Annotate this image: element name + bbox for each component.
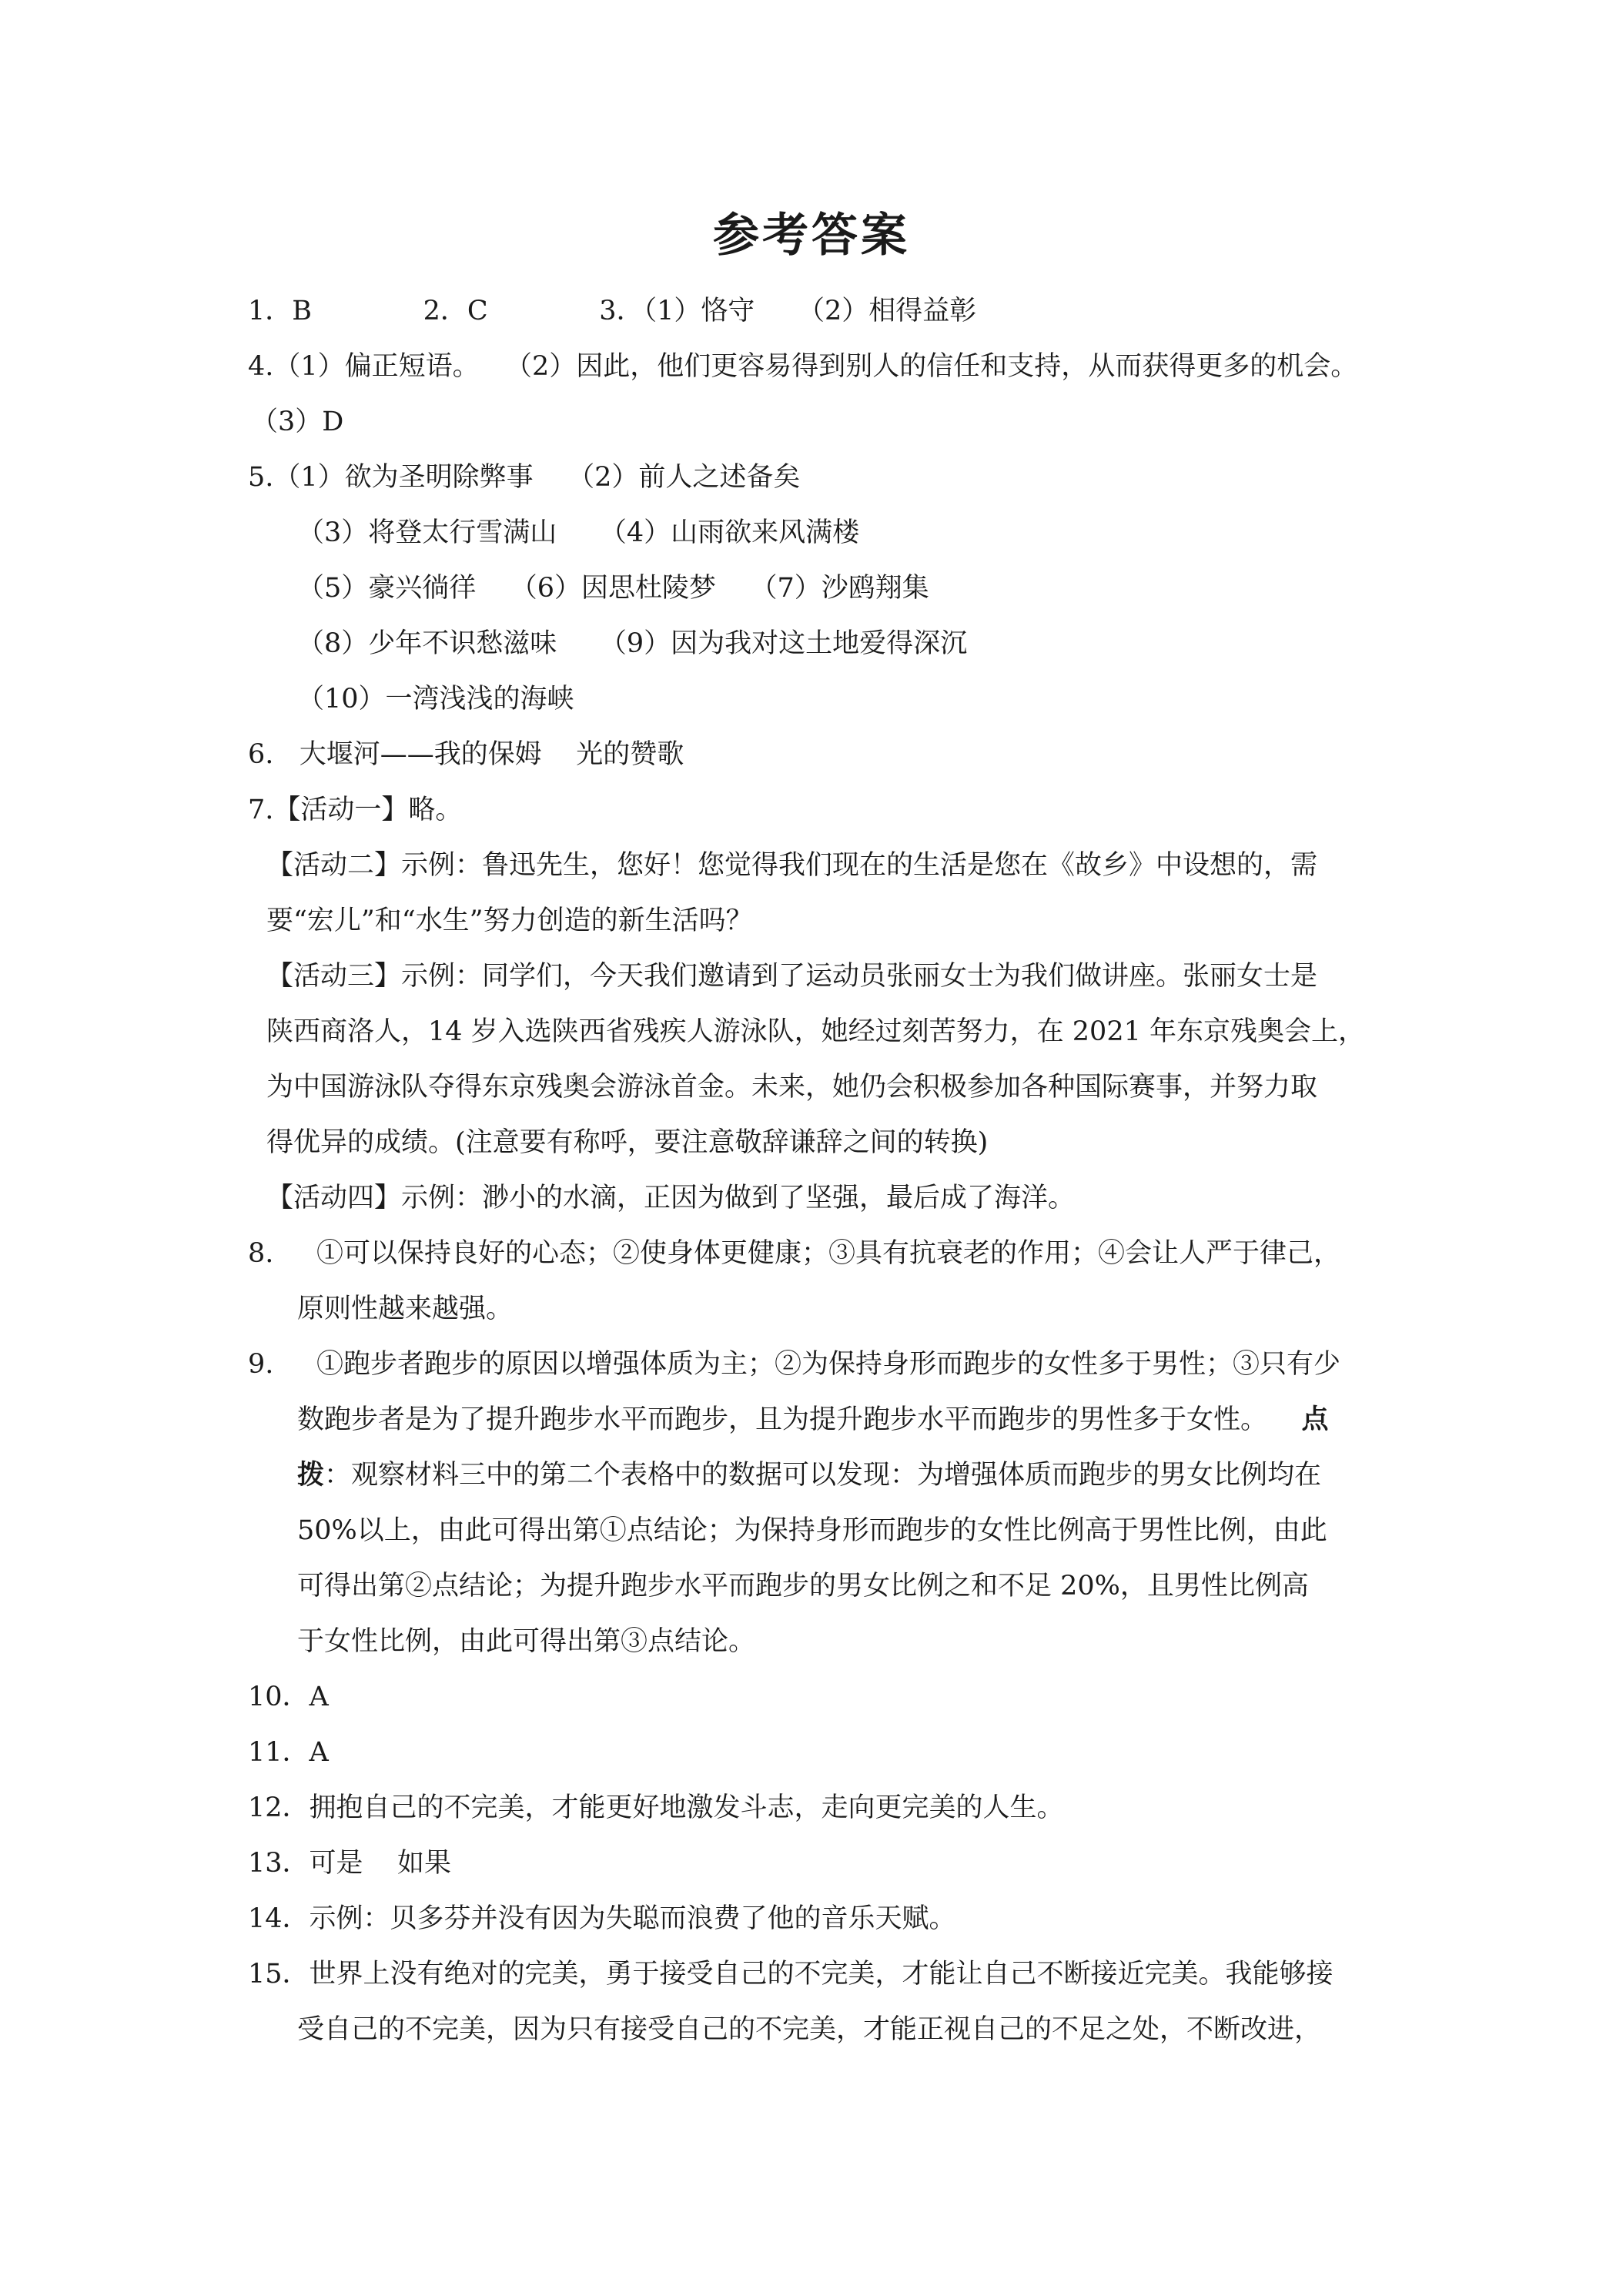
bold-text: 点 — [1301, 1404, 1329, 1435]
answer-line: 得优异的成绩。(注意要有称呼，要注意敬辞谦辞之间的转换) — [266, 1127, 989, 1158]
answer-line: 15．世界上没有绝对的完美，勇于接受自己的不完美，才能让自己不断接近完美。我能够接 — [248, 1959, 1334, 1990]
answer-line: （10）一湾浅浅的海峡 — [297, 684, 574, 715]
answer-text: ：观察材料三中的第二个表格中的数据可以发现：为增强体质而跑步的男女比例均在 — [324, 1460, 1322, 1491]
answer-line: 14．示例：贝多芬并没有因为失聪而浪费了他的音乐天赋。 — [248, 1903, 956, 1934]
answer-line: 陕西商洛人，14 岁入选陕西省残疾人游泳队，她经过刻苦努力，在 2021 年东京残奥会上， — [266, 1016, 1365, 1047]
answer-line: 【活动四】示例：渺小的水滴，正因为做到了坚强，最后成了海洋。 — [266, 1183, 1076, 1213]
answer-line: 为中国游泳队夺得东京残奥会游泳首金。未来，她仍会积极参加各种国际赛事，并努力取 — [266, 1072, 1318, 1103]
answer-line: 9. ①跑步者跑步的原因以增强体质为主；②为保持身形而跑步的女性多于男性；③只有少 — [248, 1349, 1341, 1380]
bold-text: 拨 — [297, 1459, 325, 1491]
answer-line: 要“宏儿”和“水生”努力创造的新生活吗？ — [266, 905, 753, 936]
answer-line: 7.【活动一】略。 — [248, 795, 463, 825]
answer-line: 【活动二】示例：鲁迅先生，您好！您觉得我们现在的生活是您在《故乡》中设想的，需 — [266, 850, 1318, 881]
answer-line: 受自己的不完美，因为只有接受自己的不完美，才能正视自己的不足之处，不断改进， — [297, 2014, 1322, 2045]
answer-line: （5）豪兴徜徉 （6）因思杜陵梦 （7）沙鸥翔集 — [297, 573, 929, 604]
answer-line: （3）将登太行雪满山 （4）山雨欲来风满楼 — [297, 517, 860, 548]
answer-line: 1．B 2．C 3．（1）恪守 （2）相得益彰 — [248, 296, 977, 326]
answer-line: 8. ①可以保持良好的心态；②使身体更健康；③具有抗衰老的作用；④会让人严于律己， — [248, 1238, 1341, 1269]
answer-line: 13．可是 如果 — [248, 1848, 452, 1879]
answer-line: 12．拥抱自己的不完美，才能更好地激发斗志，走向更完美的人生。 — [248, 1792, 1064, 1823]
answer-line: 6. 大堰河——我的保姆 光的赞歌 — [248, 739, 684, 770]
answer-line: 5.（1）欲为圣明除弊事 （2）前人之述备矣 — [248, 462, 801, 493]
answer-line: 于女性比例，由此可得出第③点结论。 — [297, 1626, 756, 1657]
answer-line: 11．A — [248, 1737, 329, 1768]
answer-line: 原则性越来越强。 — [297, 1294, 514, 1324]
answer-line — [297, 1401, 1329, 1438]
answer-line: （8）少年不识愁滋味 （9）因为我对这土地爱得深沉 — [297, 628, 968, 659]
answer-line: 4.（1）偏正短语。 （2）因此，他们更容易得到别人的信任和支持，从而获得更多的机会。 — [248, 351, 1358, 382]
answer-line: 50%以上，由此可得出第①点结论；为保持身形而跑步的女性比例高于男性比例，由此 — [297, 1515, 1327, 1546]
answer-line: 可得出第②点结论；为提升跑步水平而跑步的男女比例之和不足 20%，且男性比例高 — [297, 1571, 1309, 1602]
answer-line: 10．A — [248, 1682, 329, 1712]
answer-line — [297, 1457, 1321, 1494]
answer-line: （3）D — [251, 407, 344, 437]
answer-line: 【活动三】示例：同学们，今天我们邀请到了运动员张丽女士为我们做讲座。张丽女士是 — [266, 961, 1318, 992]
page-title: 参考答案 — [713, 209, 910, 263]
answer-text: 数跑步者是为了提升跑步水平而跑步，且为提升跑步水平而跑步的男性多于女性。 — [297, 1404, 1302, 1435]
